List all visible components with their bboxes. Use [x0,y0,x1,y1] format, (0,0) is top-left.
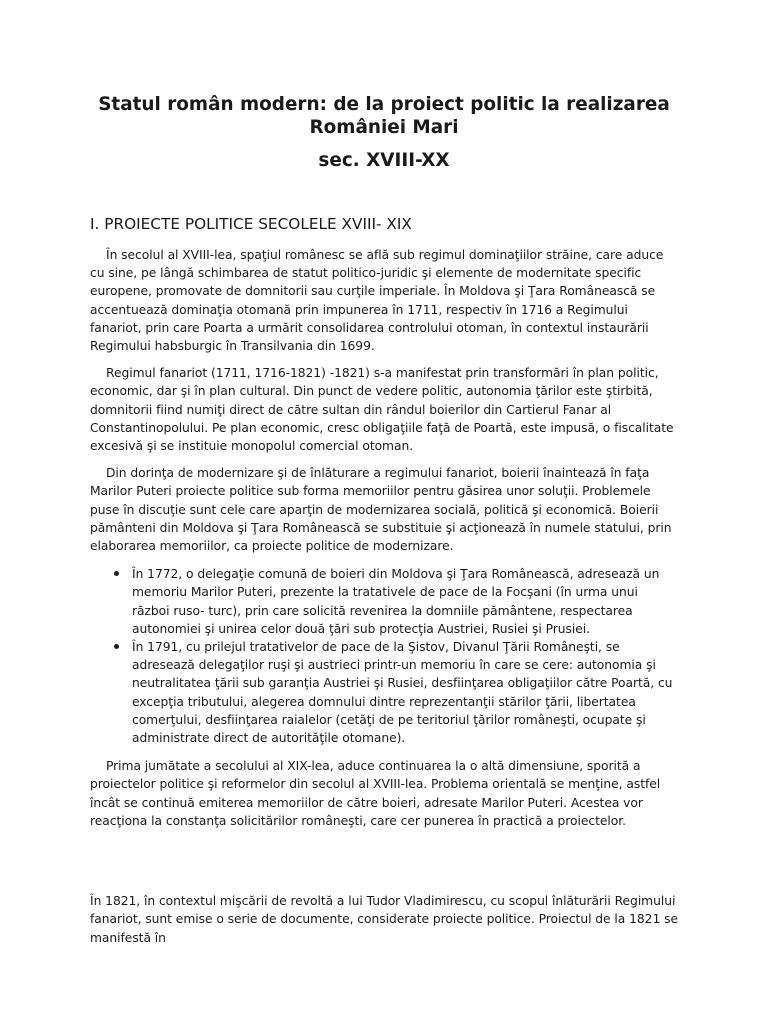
section-heading: I. PROIECTE POLITICE SECOLELE XVIII- XIX [90,215,412,233]
paragraph-1: În secolul al XVIII-lea, spaţiul românesc se află sub regimul dominaţiilor străine, care aduce cu sine, pe lângă schimbarea de statut politico-juridic şi elemente de modernitate specific europene, promovate de domnitorii sau curţile imperiale. În Moldova şi Ţara Românească se accentuează dominaţia otomană prin impunerea în 1711, respectiv în 1716 a Regimului fanariot, prin care Poarta a urmărit consolidarea controlului otoman, în contextul instaurării Regimului habsburgic în Transilvania din 1699. [90,248,664,354]
bullet-dot-icon [114,571,119,576]
paragraph-4: Prima jumătate a secolului al XIX-lea, aduce continuarea la o altă dimensiune, sporită a proiectelor politice şi reformelor din secolul al XVIII-lea. Problema orientală se menţine, astfel încât se continuă emiterea memoriilor de către boieri, adresate Marilor Puteri. Acestea vor reacţiona la constanţa solicitărilor româneşti, care cer punerea în practică a proiectelor. [90,759,661,828]
bullet-text: În 1772, o delegaţie comună de boieri din Moldova şi Ţara Românească, adresează un memoriu Marilor Puteri, prezente la tratativele de pace de la Focşani (în urma unui război ruso- turc), prin care solicită revenirea la domniile pământene, respectarea autonomiei şi unirea celor două ţări sub protecţia Austriei, Rusiei şi Prusiei. [132,567,660,636]
paragraph-3: Din dorinţa de modernizare şi de înlăturare a regimului fanariot, boierii înaintează în faţa Marilor Puteri proiecte politice sub forma memoriilor pentru găsirea unor soluţii. Problemele puse în discuţie sunt cele care aparţin de modernizarea socială, politică şi economică. Boierii pământeni din Moldova şi Ţara Românească se substituie şi acţionează în numele statului, prin elaborarea memoriilor, ca proiecte politice de modernizare. [90,466,672,554]
bullet-item-1772 [90,565,678,638]
bullet-item-1791 [90,638,678,747]
paragraph-5: În 1821, în contextul mişcării de revoltă a lui Tudor Vladimirescu, cu scopul înlăturării Regimului fanariot, sunt emise o serie de documente, considerate proiecte politice. Proiectul de la 1821 se manifestă în [90,894,678,945]
document-title: Statul român modern: de la proiect politic la realizarea României Mari [98,94,670,138]
bullet-dot-icon [114,644,119,649]
bullet-list [90,565,678,747]
bullet-text: În 1791, cu prilejul tratativelor de pace de la Şistov, Divanul Ţării Româneşti, se adresează delegaţilor ruşi şi austrieci printr-un memoriu în care se cere: autonomia şi neutralitatea ţării sub garanţia Austriei şi Rusiei, desfiinţarea obligaţiilor către Poartă, cu excepţia tributului, alegerea domnului dintre reprezentanţii stărilor ţării, libertatea comerţului, desfiinţarea raialelor (cetăţi de pe teritoriul ţărilor româneşti, ocupate şi administrate direct de autorităţile otomane). [132,640,673,746]
paragraph-2: Regimul fanariot (1711, 1716-1821) -1821) s-a manifestat prin transformări în plan politic, economic, dar şi în plan cultural. Din punct de vedere politic, autonomia ţărilor este ştirbită, domnitorii fiind numiţi direct de către sultan din rândul boierilor din Cartierul Fanar al Constantinopolului. Pe plan economic, cresc obligaţiile faţă de Poartă, este impusă, o fiscalitate excesivă şi se instituie monopolul comercial otoman. [90,366,674,454]
document-subtitle: sec. XVIII-XX [318,150,450,171]
